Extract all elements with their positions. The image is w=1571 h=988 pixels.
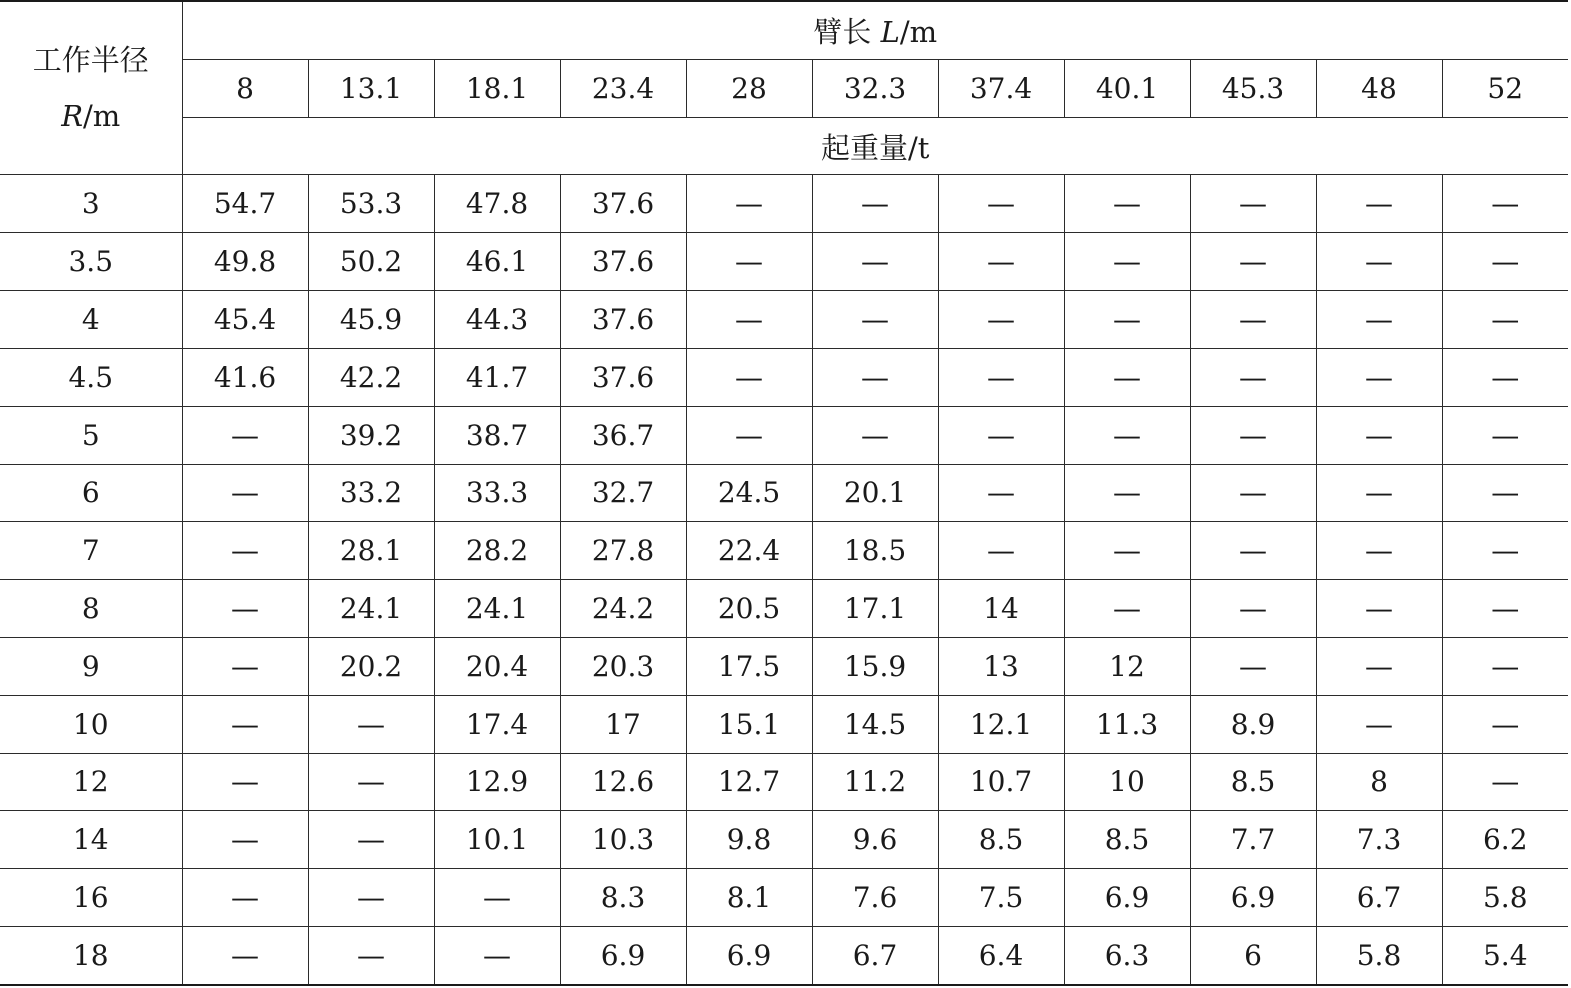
boom-length-var: L: [880, 14, 900, 49]
capacity-cell: 9.8: [686, 811, 812, 869]
radius-cell: 8: [0, 580, 182, 638]
table-row: [0, 522, 1568, 580]
capacity-cell: —: [434, 927, 560, 985]
boom-length-row: [0, 59, 1568, 117]
capacity-cell: —: [182, 464, 308, 522]
capacity-cell: 8.5: [938, 811, 1064, 869]
capacity-cell: 24.2: [560, 580, 686, 638]
capacity-cell: —: [182, 811, 308, 869]
table-row: [0, 927, 1568, 985]
capacity-cell: 37.6: [560, 175, 686, 233]
capacity-cell: 27.8: [560, 522, 686, 580]
capacity-cell: 5.8: [1442, 869, 1568, 927]
capacity-cell: 10: [1064, 753, 1190, 811]
boom-length-unit: /m: [899, 14, 938, 49]
capacity-cell: —: [1316, 637, 1442, 695]
capacity-cell: 12.1: [938, 695, 1064, 753]
capacity-cell: 47.8: [434, 175, 560, 233]
capacity-cell: 6.9: [1190, 869, 1316, 927]
capacity-cell: —: [686, 233, 812, 291]
capacity-cell: 6: [1190, 927, 1316, 985]
capacity-cell: —: [1316, 175, 1442, 233]
boom-length-cell: 48: [1316, 59, 1442, 117]
capacity-cell: 6.4: [938, 927, 1064, 985]
capacity-cell: —: [1316, 695, 1442, 753]
capacity-cell: 46.1: [434, 233, 560, 291]
capacity-cell: 33.2: [308, 464, 434, 522]
capacity-cell: 11.3: [1064, 695, 1190, 753]
table-row: [0, 637, 1568, 695]
radius-header-unit: [0, 88, 182, 144]
boom-length-label: 臂长: [813, 14, 881, 49]
capacity-cell: 36.7: [560, 406, 686, 464]
capacity-cell: 10.7: [938, 753, 1064, 811]
capacity-cell: 7.6: [812, 869, 938, 927]
capacity-cell: 6.2: [1442, 811, 1568, 869]
radius-cell: 18: [0, 927, 182, 985]
radius-header-label: 工作半径: [32, 43, 149, 78]
capacity-cell: —: [1064, 464, 1190, 522]
capacity-cell: 20.1: [812, 464, 938, 522]
capacity-cell: —: [1190, 522, 1316, 580]
capacity-cell: 28.2: [434, 522, 560, 580]
boom-length-cell: 13.1: [308, 59, 434, 117]
capacity-cell: 7.5: [938, 869, 1064, 927]
capacity-cell: —: [1190, 637, 1316, 695]
boom-length-cell: 23.4: [560, 59, 686, 117]
capacity-cell: 12.9: [434, 753, 560, 811]
capacity-cell: —: [308, 753, 434, 811]
capacity-cell: 17.5: [686, 637, 812, 695]
capacity-cell: —: [182, 869, 308, 927]
capacity-cell: —: [434, 869, 560, 927]
capacity-cell: —: [1316, 233, 1442, 291]
capacity-cell: 20.3: [560, 637, 686, 695]
radius-cell: 12: [0, 753, 182, 811]
capacity-cell: —: [1064, 233, 1190, 291]
capacity-cell: 18.5: [812, 522, 938, 580]
capacity-cell: —: [686, 348, 812, 406]
capacity-cell: 42.2: [308, 348, 434, 406]
boom-length-cell: 32.3: [812, 59, 938, 117]
capacity-cell: —: [1064, 580, 1190, 638]
capacity-cell: —: [1316, 406, 1442, 464]
capacity-cell: 20.4: [434, 637, 560, 695]
capacity-cell: —: [1064, 522, 1190, 580]
table-row: [0, 175, 1568, 233]
capacity-cell: —: [1316, 580, 1442, 638]
capacity-cell: —: [1064, 348, 1190, 406]
capacity-cell: 6.3: [1064, 927, 1190, 985]
capacity-cell: —: [1442, 580, 1568, 638]
capacity-cell: 37.6: [560, 291, 686, 349]
capacity-cell: 53.3: [308, 175, 434, 233]
capacity-cell: 12: [1064, 637, 1190, 695]
capacity-cell: 7.3: [1316, 811, 1442, 869]
capacity-header: 起重量/t: [182, 117, 1568, 175]
capacity-cell: —: [1316, 291, 1442, 349]
capacity-cell: —: [182, 406, 308, 464]
radius-cell: 10: [0, 695, 182, 753]
capacity-cell: —: [1442, 348, 1568, 406]
capacity-cell: 22.4: [686, 522, 812, 580]
capacity-cell: —: [1190, 233, 1316, 291]
capacity-cell: —: [182, 637, 308, 695]
capacity-cell: —: [938, 464, 1064, 522]
table-row: [0, 753, 1568, 811]
capacity-cell: 54.7: [182, 175, 308, 233]
capacity-cell: 37.6: [560, 233, 686, 291]
radius-unit: /m: [83, 99, 121, 134]
capacity-cell: 7.7: [1190, 811, 1316, 869]
table-row: [0, 406, 1568, 464]
capacity-cell: 8.5: [1190, 753, 1316, 811]
capacity-cell: 14: [938, 580, 1064, 638]
radius-cell: 16: [0, 869, 182, 927]
capacity-cell: 8.5: [1064, 811, 1190, 869]
table-row: [0, 695, 1568, 753]
boom-length-cell: 40.1: [1064, 59, 1190, 117]
boom-length-header: [182, 1, 1568, 59]
capacity-cell: —: [182, 927, 308, 985]
capacity-cell: 38.7: [434, 406, 560, 464]
capacity-cell: —: [1064, 175, 1190, 233]
capacity-cell: —: [182, 753, 308, 811]
radius-cell: 7: [0, 522, 182, 580]
capacity-cell: —: [1442, 695, 1568, 753]
radius-cell: 4: [0, 291, 182, 349]
capacity-cell: —: [182, 522, 308, 580]
capacity-cell: —: [308, 695, 434, 753]
radius-cell: 5: [0, 406, 182, 464]
boom-length-cell: 37.4: [938, 59, 1064, 117]
capacity-cell: —: [938, 233, 1064, 291]
capacity-cell: —: [938, 348, 1064, 406]
radius-cell: 6: [0, 464, 182, 522]
radius-cell: 3: [0, 175, 182, 233]
capacity-cell: 11.2: [812, 753, 938, 811]
capacity-cell: —: [308, 811, 434, 869]
capacity-cell: —: [938, 522, 1064, 580]
capacity-cell: —: [938, 291, 1064, 349]
capacity-cell: —: [1442, 406, 1568, 464]
capacity-cell: 20.5: [686, 580, 812, 638]
capacity-cell: 33.3: [434, 464, 560, 522]
capacity-cell: 17.1: [812, 580, 938, 638]
capacity-cell: —: [1316, 348, 1442, 406]
capacity-cell: 17.4: [434, 695, 560, 753]
table-row: [0, 811, 1568, 869]
capacity-cell: 20.2: [308, 637, 434, 695]
capacity-cell: —: [1190, 406, 1316, 464]
capacity-cell: 41.6: [182, 348, 308, 406]
capacity-cell: 45.4: [182, 291, 308, 349]
capacity-cell: —: [1442, 233, 1568, 291]
capacity-cell: —: [308, 869, 434, 927]
capacity-cell: 15.9: [812, 637, 938, 695]
capacity-cell: —: [1190, 291, 1316, 349]
capacity-cell: 24.1: [308, 580, 434, 638]
radius-header-cell: [0, 1, 182, 175]
capacity-cell: 8: [1316, 753, 1442, 811]
capacity-cell: —: [686, 406, 812, 464]
capacity-cell: 6.9: [1064, 869, 1190, 927]
capacity-cell: 6.7: [1316, 869, 1442, 927]
table-row: [0, 291, 1568, 349]
capacity-cell: —: [1064, 291, 1190, 349]
radius-cell: 9: [0, 637, 182, 695]
capacity-cell: —: [1190, 464, 1316, 522]
capacity-cell: 14.5: [812, 695, 938, 753]
capacity-cell: 32.7: [560, 464, 686, 522]
capacity-cell: —: [1316, 522, 1442, 580]
capacity-cell: —: [1442, 291, 1568, 349]
table-row: [0, 233, 1568, 291]
boom-length-cell: 8: [182, 59, 308, 117]
capacity-cell: —: [182, 580, 308, 638]
table-row: [0, 580, 1568, 638]
capacity-cell: 8.9: [1190, 695, 1316, 753]
capacity-cell: 49.8: [182, 233, 308, 291]
capacity-cell: —: [812, 348, 938, 406]
capacity-cell: —: [812, 175, 938, 233]
capacity-cell: —: [1442, 522, 1568, 580]
radius-cell: 3.5: [0, 233, 182, 291]
capacity-cell: —: [938, 175, 1064, 233]
capacity-cell: 10.3: [560, 811, 686, 869]
capacity-cell: 9.6: [812, 811, 938, 869]
boom-length-cell: 45.3: [1190, 59, 1316, 117]
capacity-cell: —: [812, 291, 938, 349]
capacity-cell: 37.6: [560, 348, 686, 406]
capacity-cell: —: [686, 291, 812, 349]
radius-cell: 14: [0, 811, 182, 869]
capacity-cell: —: [812, 233, 938, 291]
capacity-cell: 44.3: [434, 291, 560, 349]
table-row: [0, 348, 1568, 406]
capacity-cell: 8.3: [560, 869, 686, 927]
capacity-cell: —: [182, 695, 308, 753]
capacity-cell: 12.6: [560, 753, 686, 811]
capacity-cell: —: [812, 406, 938, 464]
capacity-cell: 6.9: [686, 927, 812, 985]
capacity-cell: 5.8: [1316, 927, 1442, 985]
capacity-cell: 12.7: [686, 753, 812, 811]
capacity-cell: —: [1442, 753, 1568, 811]
capacity-cell: —: [1316, 464, 1442, 522]
capacity-cell: —: [1442, 175, 1568, 233]
capacity-cell: —: [1442, 637, 1568, 695]
boom-length-cell: 52: [1442, 59, 1568, 117]
table-row: [0, 464, 1568, 522]
capacity-cell: 5.4: [1442, 927, 1568, 985]
capacity-cell: 50.2: [308, 233, 434, 291]
capacity-cell: —: [308, 927, 434, 985]
capacity-cell: —: [1442, 464, 1568, 522]
capacity-cell: 8.1: [686, 869, 812, 927]
capacity-cell: —: [1190, 348, 1316, 406]
radius-cell: 4.5: [0, 348, 182, 406]
capacity-cell: 24.1: [434, 580, 560, 638]
boom-length-cell: 18.1: [434, 59, 560, 117]
capacity-cell: 41.7: [434, 348, 560, 406]
capacity-cell: 39.2: [308, 406, 434, 464]
capacity-cell: 10.1: [434, 811, 560, 869]
capacity-cell: —: [686, 175, 812, 233]
capacity-cell: —: [1064, 406, 1190, 464]
capacity-cell: 17: [560, 695, 686, 753]
capacity-cell: 45.9: [308, 291, 434, 349]
capacity-cell: 13: [938, 637, 1064, 695]
capacity-cell: 24.5: [686, 464, 812, 522]
capacity-cell: 28.1: [308, 522, 434, 580]
capacity-cell: 15.1: [686, 695, 812, 753]
boom-length-cell: 28: [686, 59, 812, 117]
capacity-cell: 6.9: [560, 927, 686, 985]
radius-var: R: [61, 99, 84, 134]
capacity-cell: —: [1190, 175, 1316, 233]
table-row: [0, 869, 1568, 927]
capacity-cell: —: [1190, 580, 1316, 638]
capacity-cell: —: [938, 406, 1064, 464]
capacity-cell: 6.7: [812, 927, 938, 985]
